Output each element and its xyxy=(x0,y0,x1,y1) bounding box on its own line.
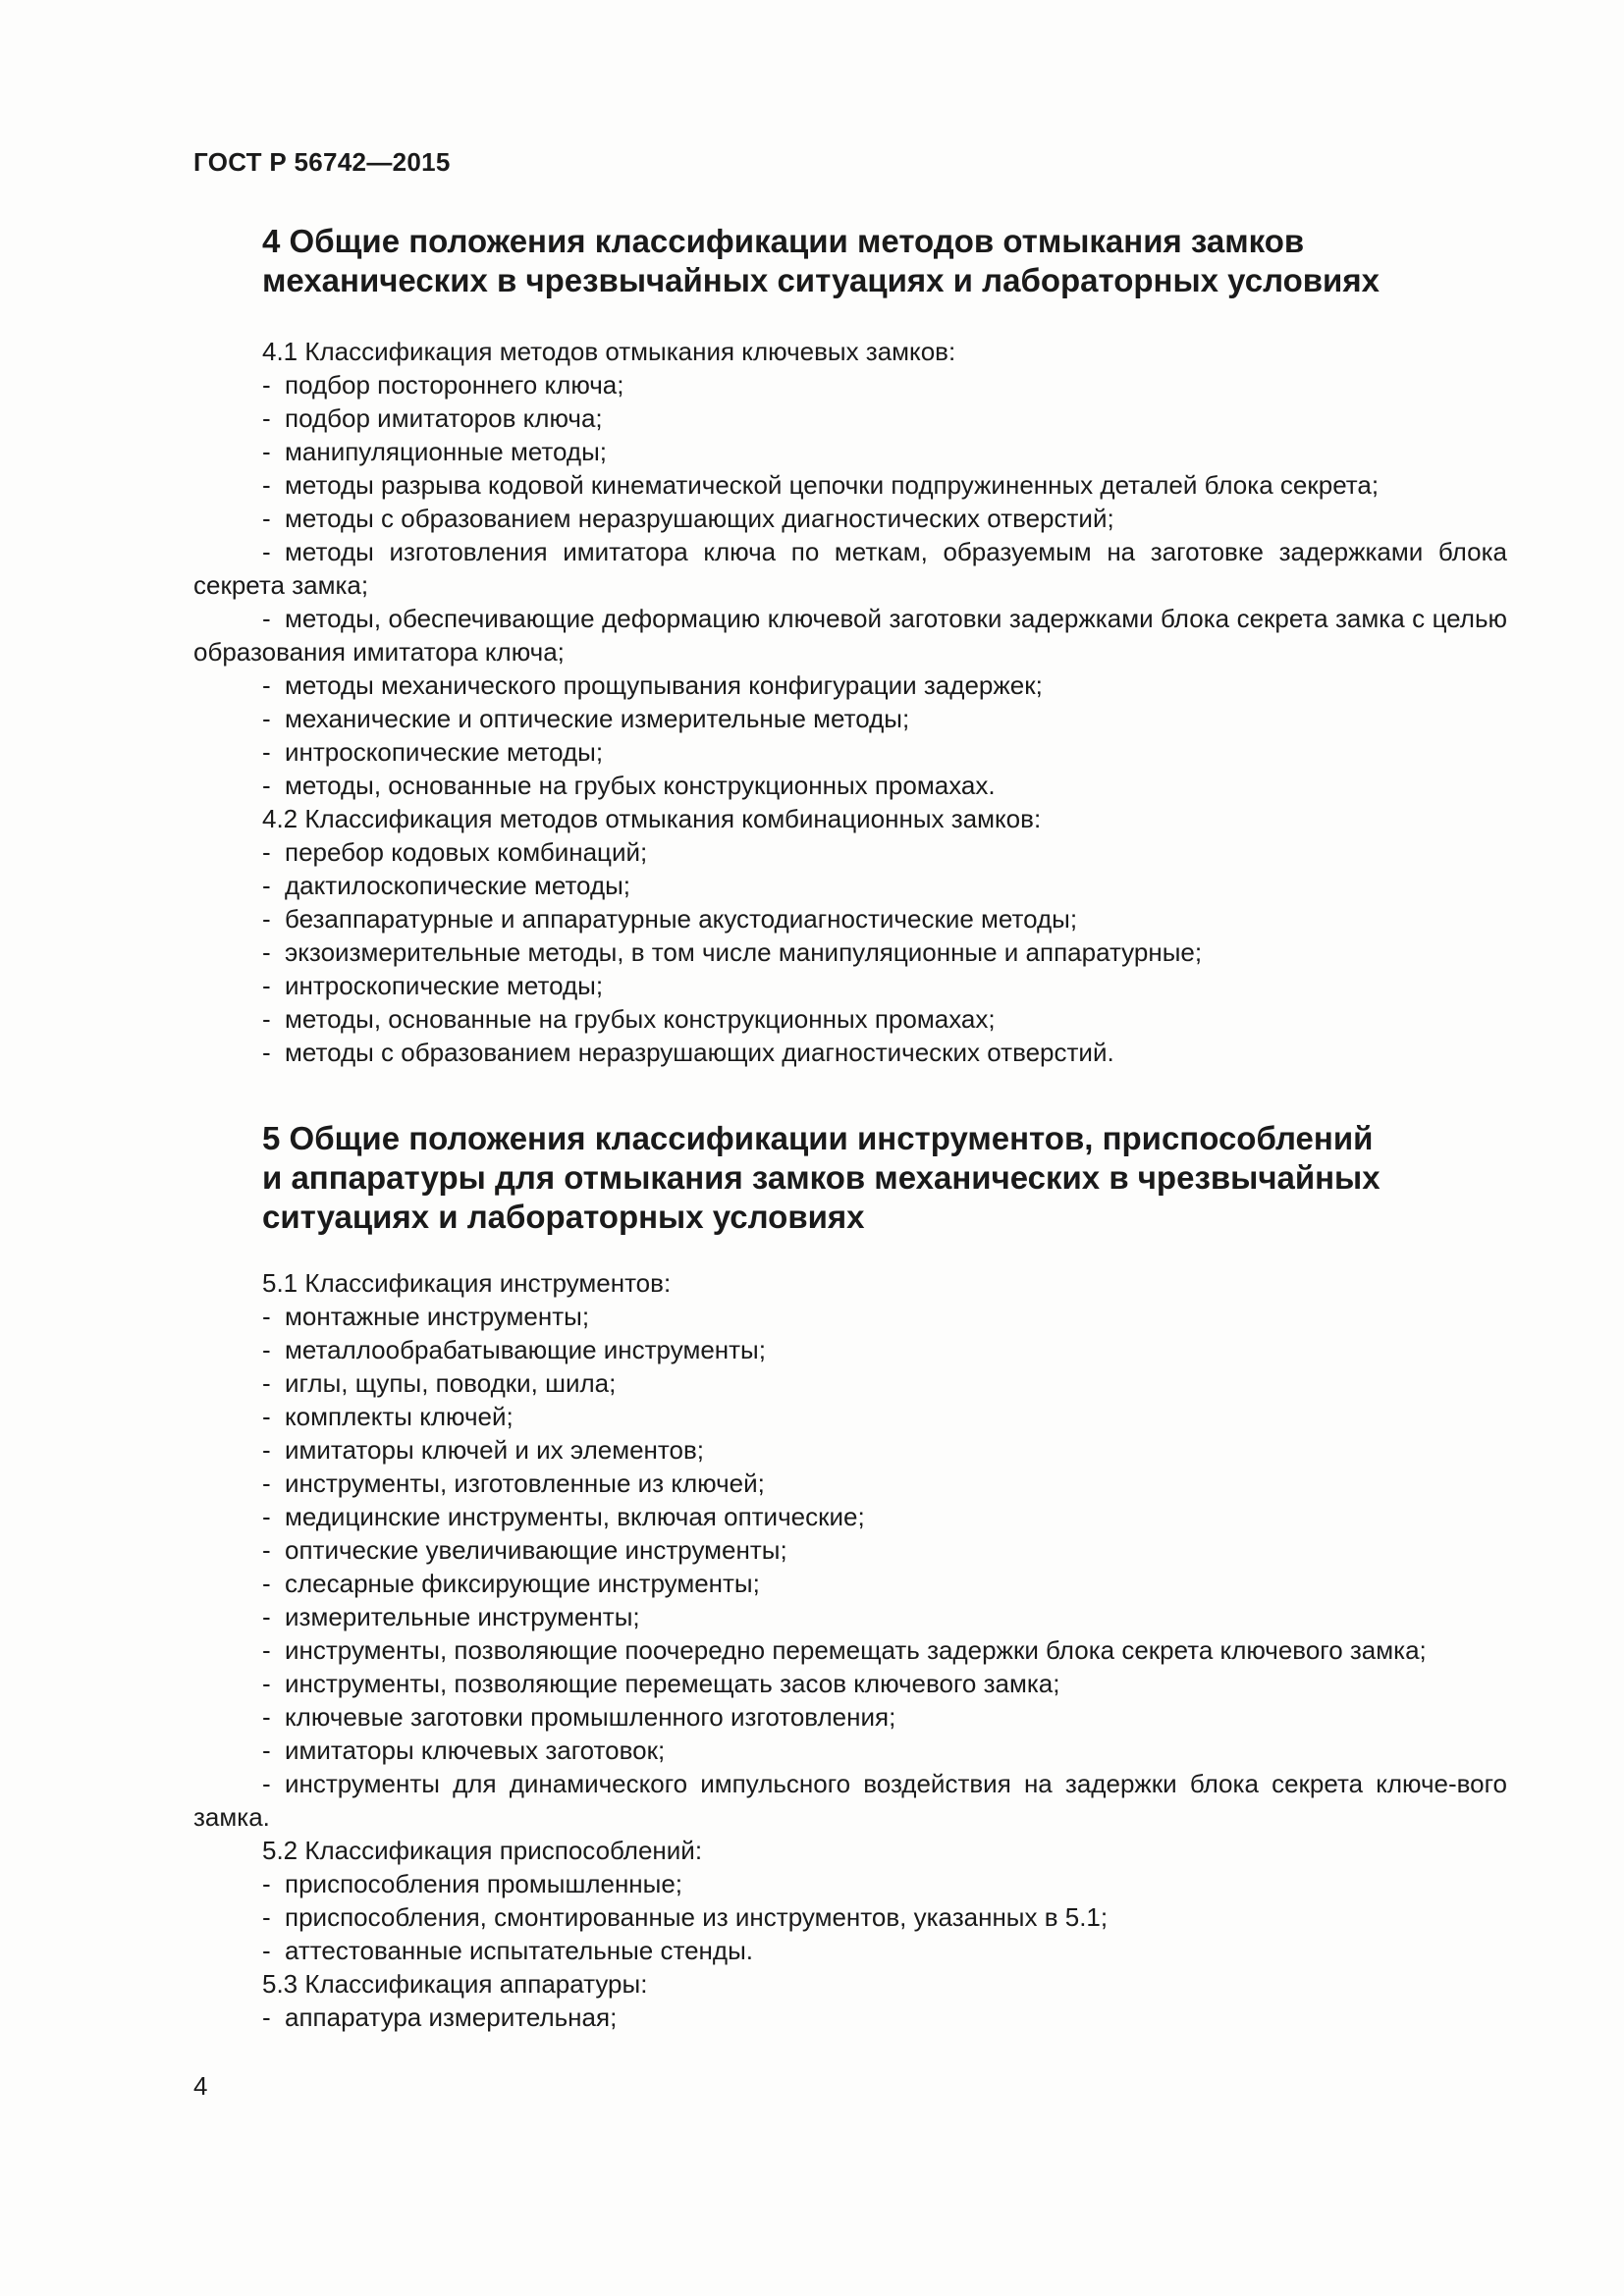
list-item: - перебор кодовых комбинаций; xyxy=(262,837,648,867)
list-item: - приспособления, смонтированные из инструментов, указанных в 5.1; xyxy=(262,1902,1109,1932)
clause-5-1: 5.1 Классификация инструментов: xyxy=(262,1268,672,1298)
list-item: - интроскопические методы; xyxy=(262,971,604,1000)
section-4-body xyxy=(193,335,1507,1069)
section-5-heading-line: и аппаратуры для отмыкания замков механических в чрезвычайных xyxy=(262,1159,1380,1196)
list-item: - медицинские инструменты, включая оптические; xyxy=(262,1502,865,1531)
list-item-wrapped: - методы, обеспечивающие деформацию ключевой заготовки задержками блока секрета замка с целью образования имитатора ключа; xyxy=(193,604,1507,667)
list-item: - приспособления промышленные; xyxy=(262,1869,683,1898)
list-item: - безаппаратурные и аппаратурные акустодиагностические методы; xyxy=(262,904,1078,934)
clause-4-2: 4.2 Классификация методов отмыкания комбинационных замков: xyxy=(262,804,1042,833)
document-code: ГОСТ Р 56742—2015 xyxy=(193,147,451,177)
clause-4-1: 4.1 Классификация методов отмыкания ключевых замков: xyxy=(262,337,956,366)
section-5-heading-line: 5 Общие положения классификации инструментов, приспособлений xyxy=(262,1120,1374,1156)
list-item: - дактилоскопические методы; xyxy=(262,871,631,900)
list-item-wrapped: - инструменты для динамического импульсного воздействия на задержки блока секрета ключе-вого замка. xyxy=(193,1769,1507,1832)
section-5-body xyxy=(193,1266,1507,2034)
list-item: - инструменты, позволяющие перемещать засов ключевого замка; xyxy=(262,1669,1060,1698)
list-item: - аппаратура измерительная; xyxy=(262,2002,618,2032)
clause-5-2: 5.2 Классификация приспособлений: xyxy=(262,1836,703,1865)
list-item: - подбор имитаторов ключа; xyxy=(262,403,603,433)
list-item: - металлообрабатывающие инструменты; xyxy=(262,1335,766,1364)
list-item: - методы, основанные на грубых конструкционных промахах; xyxy=(262,1004,996,1034)
list-item: - методы с образованием неразрушающих диагностических отверстий. xyxy=(262,1038,1114,1067)
list-item: - ключевые заготовки промышленного изготовления; xyxy=(262,1702,896,1732)
section-5-heading-line: ситуациях и лабораторных условиях xyxy=(262,1199,865,1235)
section-4-heading xyxy=(262,222,1509,300)
section-4-heading-line: 4 Общие положения классификации методов отмыкания замков xyxy=(262,223,1305,259)
list-item: - измерительные инструменты; xyxy=(262,1602,640,1631)
list-item-wrapped: - методы изготовления имитатора ключа по меткам, образуемым на заготовке задержками блока секрета замка; xyxy=(193,537,1507,600)
list-item: - механические и оптические измерительные методы; xyxy=(262,704,910,733)
list-item: - имитаторы ключей и их элементов; xyxy=(262,1435,705,1465)
section-4-heading-line: механических в чрезвычайных ситуациях и лабораторных условиях xyxy=(262,262,1380,298)
clause-5-3: 5.3 Классификация аппаратуры: xyxy=(262,1969,648,1999)
list-item: - методы разрыва кодовой кинематической цепочки подпружиненных деталей блока секрета; xyxy=(262,470,1380,500)
list-item: - инструменты, позволяющие поочередно перемещать задержки блока секрета ключевого замка; xyxy=(262,1635,1427,1665)
list-item: - комплекты ключей; xyxy=(262,1402,514,1431)
list-item: - иглы, щупы, поводки, шила; xyxy=(262,1368,617,1398)
list-item: - методы, основанные на грубых конструкционных промахах. xyxy=(262,771,996,800)
list-item: - манипуляционные методы; xyxy=(262,437,607,466)
list-item: - монтажные инструменты; xyxy=(262,1302,590,1331)
list-item: - методы механического прощупывания конфигурации задержек; xyxy=(262,670,1043,700)
list-item: - подбор постороннего ключа; xyxy=(262,370,624,400)
list-item: - оптические увеличивающие инструменты; xyxy=(262,1535,787,1565)
list-item: - слесарные фиксирующие инструменты; xyxy=(262,1569,760,1598)
list-item: - методы с образованием неразрушающих диагностических отверстий; xyxy=(262,504,1114,533)
list-item: - интроскопические методы; xyxy=(262,737,604,767)
list-item: - экзоизмерительные методы, в том числе манипуляционные и аппаратурные; xyxy=(262,937,1203,967)
list-item: - инструменты, изготовленные из ключей; xyxy=(262,1468,765,1498)
list-item: - аттестованные испытательные стенды. xyxy=(262,1936,753,1965)
section-5-heading xyxy=(262,1119,1509,1237)
page-number: 4 xyxy=(193,2071,208,2101)
list-item: - имитаторы ключевых заготовок; xyxy=(262,1735,666,1765)
